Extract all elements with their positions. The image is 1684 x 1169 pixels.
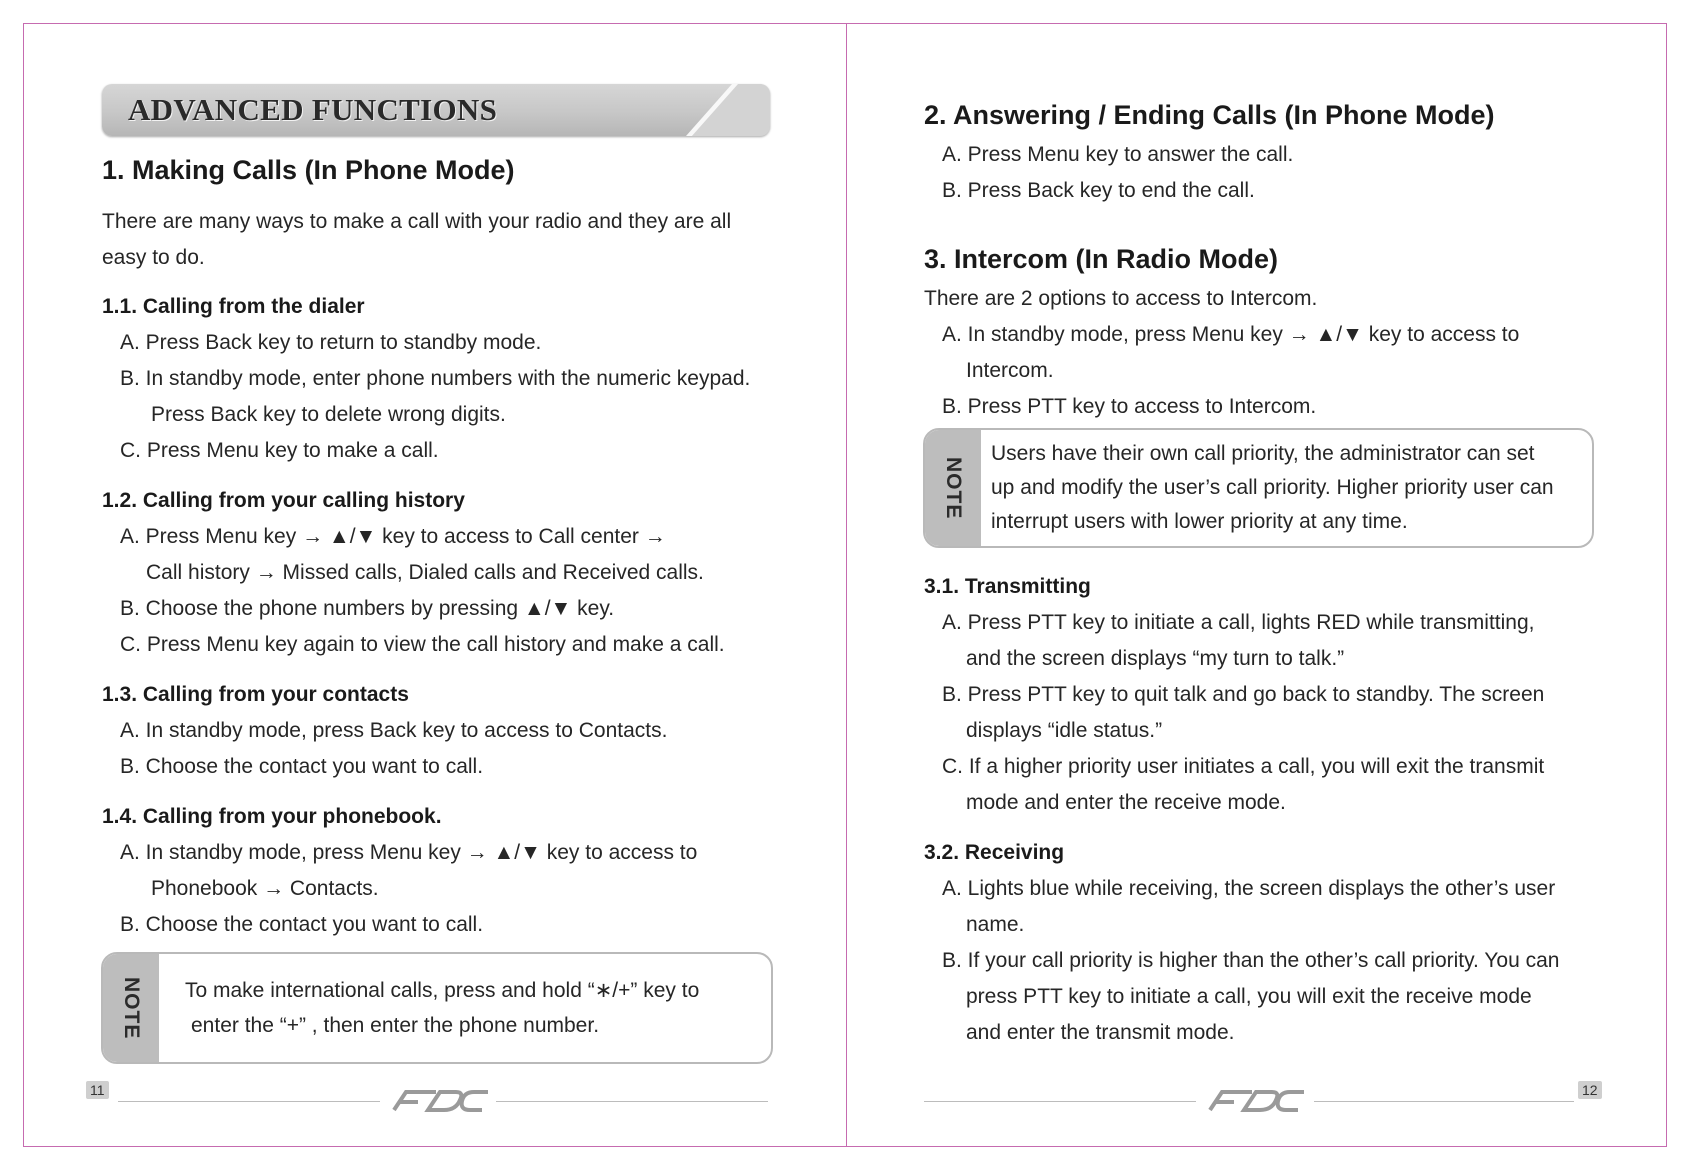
- s31-item-c: C. If a higher priority user initiates a call, you will exit the transmit: [942, 755, 1545, 778]
- s14-item-a-cont: Phonebook → Contacts.: [151, 877, 379, 900]
- footer-rule-right-a: [924, 1101, 1196, 1102]
- note-box-right: [923, 428, 1594, 548]
- note-tab: [925, 430, 981, 546]
- note-text-line-1: To make international calls, press and hold “∗/+” key to: [185, 979, 700, 1002]
- s14-item-b: B. Choose the contact you want to call.: [120, 913, 484, 936]
- s12-item-c: C. Press Menu key again to view the call history and make a call.: [120, 633, 725, 656]
- note-box-left: [101, 952, 773, 1064]
- s32-item-b-cont-1: press PTT key to initiate a call, you will exit the receive mode: [966, 985, 1532, 1008]
- s3-item-b: B. Press PTT key to access to Intercom.: [942, 395, 1317, 418]
- subsection-1-2-title: 1.2. Calling from your calling history: [102, 489, 465, 512]
- s32-item-a: A. Lights blue while receiving, the screen displays the other’s user: [942, 877, 1556, 900]
- s2-item-b: B. Press Back key to end the call.: [942, 179, 1255, 202]
- banner-title: ADVANCED FUNCTIONS: [128, 92, 498, 127]
- subsection-1-3-title: 1.3. Calling from your contacts: [102, 683, 409, 706]
- footer-rule-left-b: [496, 1101, 768, 1102]
- fdc-logo-left: [384, 1088, 494, 1114]
- section-1-title: 1. Making Calls (In Phone Mode): [102, 155, 515, 185]
- page-divider: [846, 23, 847, 1147]
- s32-item-a-cont: name.: [966, 913, 1025, 936]
- fdc-logo-right: [1200, 1088, 1310, 1114]
- s11-item-a: A. Press Back key to return to standby mode.: [120, 331, 542, 354]
- s3-item-a-cont: Intercom.: [966, 359, 1054, 382]
- section-2-title: 2. Answering / Ending Calls (In Phone Mode): [924, 100, 1495, 130]
- s12-item-b: B. Choose the phone numbers by pressing ▲/▼ key.: [120, 597, 615, 620]
- note-label: NOTE: [942, 456, 965, 520]
- s2-item-a: A. Press Menu key to answer the call.: [942, 143, 1294, 166]
- s11-item-b: B. In standby mode, enter phone numbers with the numeric keypad.: [120, 367, 751, 390]
- intro-line-1: There are many ways to make a call with your radio and they are all: [102, 210, 732, 233]
- s14-item-a: A. In standby mode, press Menu key → ▲/▼ key to access to: [120, 841, 698, 864]
- s12-item-a-cont: Call history → Missed calls, Dialed calls and Received calls.: [146, 561, 704, 584]
- note-text-line-3: interrupt users with lower priority at any time.: [991, 510, 1408, 533]
- s11-item-c: C. Press Menu key to make a call.: [120, 439, 439, 462]
- s11-item-b-cont: Press Back key to delete wrong digits.: [151, 403, 506, 426]
- page-number-left: 11: [86, 1081, 109, 1099]
- s31-item-c-cont: mode and enter the receive mode.: [966, 791, 1286, 814]
- note-tab: [103, 954, 159, 1062]
- intro-line-2: easy to do.: [102, 246, 205, 269]
- note-text-line-2: up and modify the user’s call priority. Higher priority user can: [991, 476, 1554, 499]
- note-text-line-2: enter the “+” , then enter the phone number.: [191, 1014, 600, 1037]
- page-number-right: 12: [1578, 1081, 1602, 1099]
- s31-item-b-cont: displays “idle status.”: [966, 719, 1163, 742]
- note-text-line-1: Users have their own call priority, the administrator can set: [991, 442, 1535, 465]
- s32-item-b-cont-2: and enter the transmit mode.: [966, 1021, 1235, 1044]
- subsection-3-1-title: 3.1. Transmitting: [924, 575, 1091, 598]
- s13-item-b: B. Choose the contact you want to call.: [120, 755, 484, 778]
- banner-stripe-graphic: [630, 84, 770, 136]
- s12-item-a: A. Press Menu key → ▲/▼ key to access to Call center →: [120, 525, 666, 548]
- s32-item-b: B. If your call priority is higher than the other’s call priority. You can: [942, 949, 1560, 972]
- s3-intro: There are 2 options to access to Intercom.: [924, 287, 1318, 310]
- section-3-title: 3. Intercom (In Radio Mode): [924, 244, 1279, 274]
- s13-item-a: A. In standby mode, press Back key to access to Contacts.: [120, 719, 668, 742]
- section-banner: [102, 84, 770, 136]
- subsection-3-2-title: 3.2. Receiving: [924, 841, 1065, 864]
- note-label: NOTE: [120, 976, 143, 1040]
- footer-rule-right-b: [1314, 1101, 1574, 1102]
- subsection-1-1-title: 1.1. Calling from the dialer: [102, 295, 365, 318]
- s31-item-a-cont: and the screen displays “my turn to talk.”: [966, 647, 1345, 670]
- s31-item-b: B. Press PTT key to quit talk and go back to standby. The screen: [942, 683, 1545, 706]
- subsection-1-4-title: 1.4. Calling from your phonebook.: [102, 805, 442, 828]
- s3-item-a: A. In standby mode, press Menu key → ▲/▼ key to access to: [942, 323, 1520, 346]
- footer-rule-left-a: [118, 1101, 380, 1102]
- s31-item-a: A. Press PTT key to initiate a call, lights RED while transmitting,: [942, 611, 1535, 634]
